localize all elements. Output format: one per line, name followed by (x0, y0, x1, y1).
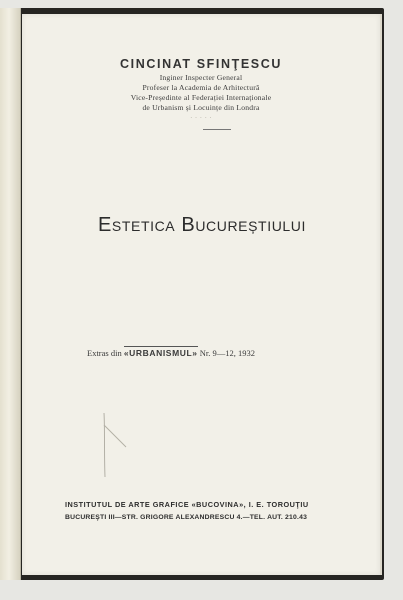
divider-rule (203, 129, 231, 130)
extract-note (87, 348, 255, 358)
publisher-line: INSTITUTUL DE ARTE GRAFICE «BUCOVINA», I. E. TOROUŢIU (65, 500, 309, 509)
book-spine (0, 8, 21, 580)
page-edge (380, 14, 382, 575)
author-credit: Inginer Inspecter General (159, 73, 243, 82)
extract-prefix: Extras din (87, 348, 122, 358)
publisher-address: BUCUREŞTI III—STR. GRIGORE ALEXANDRESCU 4.—TEL. AUT. 210.43 (65, 514, 308, 521)
issue-number: Nr. 9—12, 1932 (199, 348, 255, 358)
book-title: Estetica Bucureștiului (97, 214, 306, 236)
title-page (22, 14, 380, 575)
author-credit: de Urbanism și Locuințe din Londra (142, 103, 260, 112)
author-credit: Vice-Președinte al Federației Internaționale (130, 93, 272, 102)
author-name: CINCINAT SFINŢESCU (120, 57, 282, 71)
pencil-mark (100, 411, 130, 481)
author-credit-faded: · · · · · (189, 113, 213, 122)
journal-name: «URBANISMUL» (123, 348, 198, 358)
author-credit: Profeser la Academia de Arhitectură (142, 83, 260, 92)
